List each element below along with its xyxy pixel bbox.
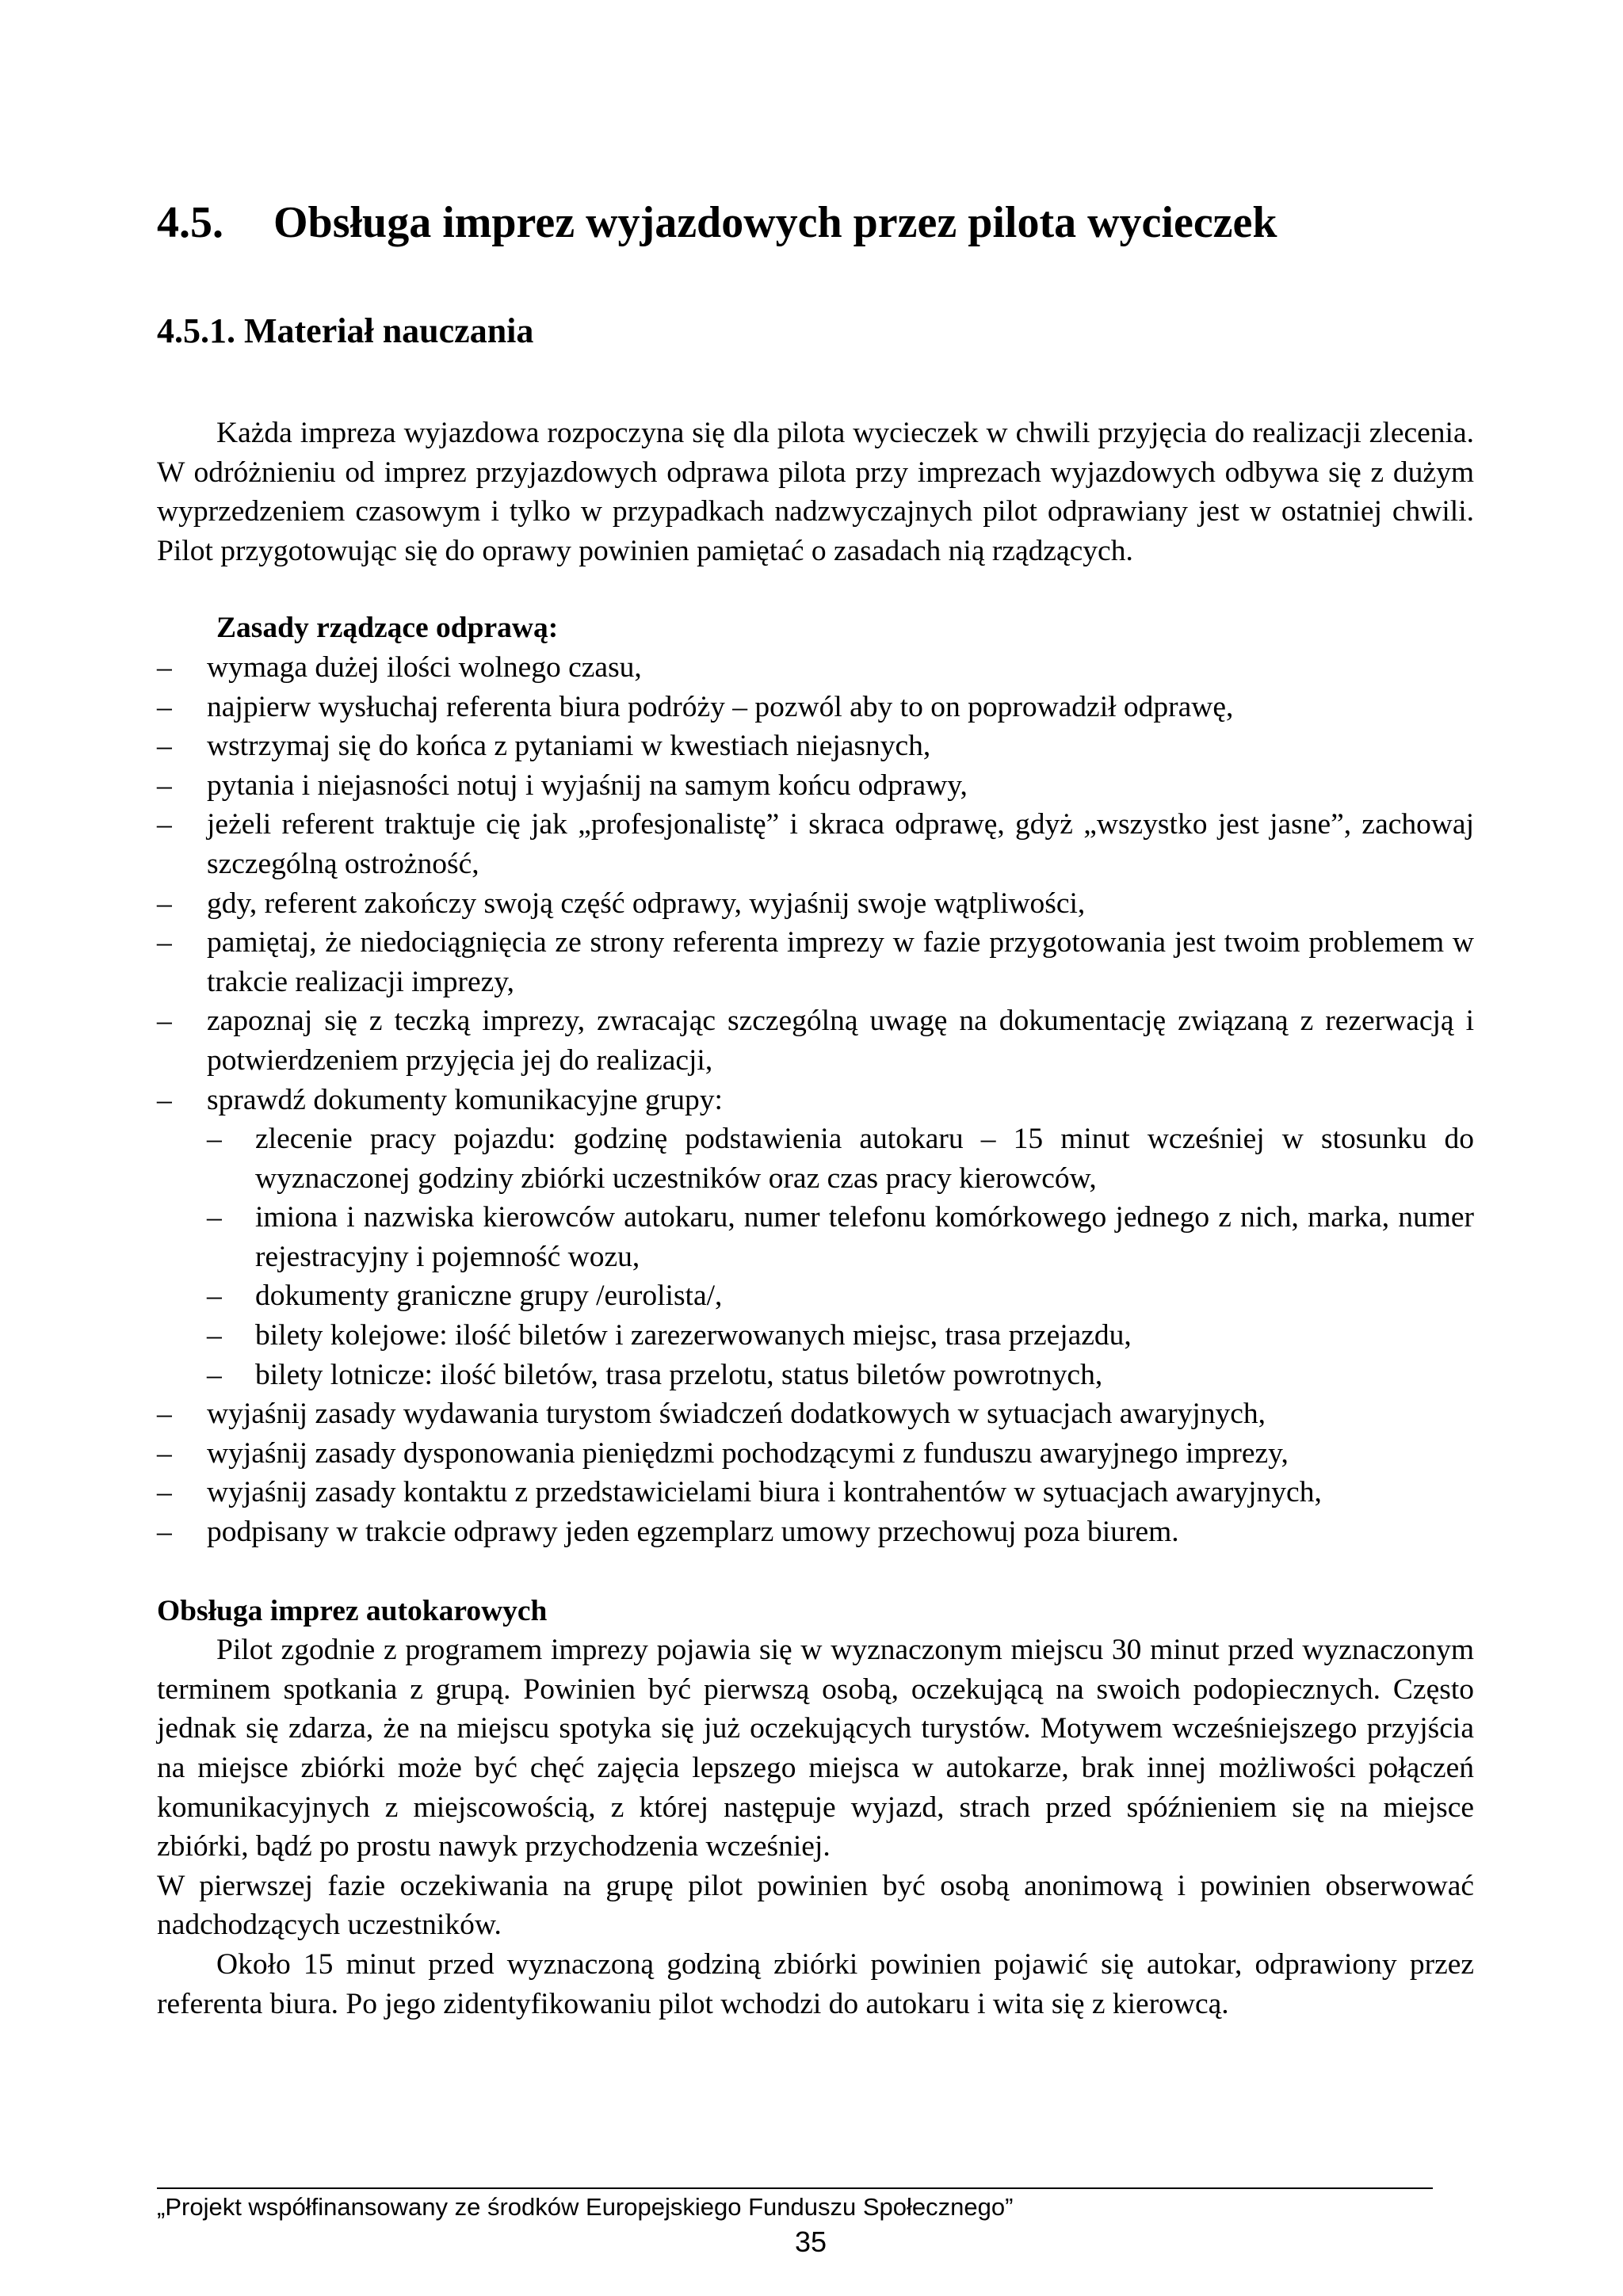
dash-bullet: –	[157, 1083, 172, 1116]
dash-bullet: –	[157, 887, 172, 920]
sublist-item	[207, 1198, 1474, 1276]
sublist-item-text: bilety lotnicze: ilość biletów, trasa przelotu, status biletów powrotnych,	[255, 1358, 1103, 1391]
dash-bullet: –	[157, 926, 172, 959]
rules-list-item	[157, 1473, 1474, 1512]
rules-item-text: pamiętaj, że niedociągnięcia ze strony referenta imprezy w fazie przygotowania jest twoim problemem w trakcie realizacji imprezy,	[207, 926, 1474, 998]
sublist-item-text: zlecenie pracy pojazdu: godzinę podstawienia autokaru – 15 minut wcześniej w stosunku do wyznaczonej godziny zbiórki uczestników oraz czas pracy kierowców,	[255, 1123, 1474, 1195]
rules-list	[157, 648, 1474, 1552]
coach-paragraph: W pierwszej fazie oczekiwania na grupę pilot powinien być osobą anonimową i powinien obserwować nadchodzących uczestników.	[157, 1869, 1474, 1942]
sublist-item-text: bilety kolejowe: ilość biletów i zarezerwowanych miejsc, trasa przejazdu,	[255, 1319, 1132, 1352]
intro-paragraph: Każda impreza wyjazdowa rozpoczyna się dla pilota wycieczek w chwili przyjęcia do realizacji zlecenia. W odróżnieniu od imprez przyjazdowych odprawa pilota przy imprezach wyjazdowych odbywa się z dużym wyprzedzeniem czasowym i tylko w przypadkach nadzwyczajnych pilot odprawiany jest w ostatniej chwili. Pilot przygotowując się do oprawy powinien pamiętać o zasadach nią rządzących.	[157, 417, 1474, 567]
coach-section-title: Obsługa imprez autokarowych	[157, 1594, 548, 1627]
rules-list-item	[157, 923, 1474, 1001]
rules-item-text: sprawdź dokumenty komunikacyjne grupy:	[207, 1083, 723, 1116]
dash-bullet: –	[157, 1436, 172, 1470]
rules-list-item	[157, 648, 1474, 688]
rules-item-text: wyjaśnij zasady wydawania turystom świadczeń dodatkowych w sytuacjach awaryjnych,	[207, 1398, 1266, 1431]
section-title: Obsługa imprez wyjazdowych przez pilota wycieczek	[273, 198, 1277, 247]
coach-paragraph: Około 15 minut przed wyznaczoną godziną zbiórki powinien pojawić się autokar, odprawiony przez referenta biura. Po jego zidentyfikowaniu pilot wchodzi do autokaru i wita się z kierowcą.	[157, 1947, 1474, 2020]
sublist-item	[207, 1356, 1474, 1395]
rules-item-text: gdy, referent zakończy swoją część odprawy, wyjaśnij swoje wątpliwości,	[207, 887, 1086, 920]
dash-bullet: –	[157, 808, 172, 841]
dash-bullet: –	[207, 1280, 222, 1313]
dash-bullet: –	[157, 769, 172, 802]
rules-item-text: jeżeli referent traktuje cię jak „profesjonalistę” i skraca odprawę, gdyż „wszystko jest jasne”, zachowaj szczególną ostrożność,	[207, 808, 1474, 880]
sublist-item-text: dokumenty graniczne grupy /eurolista/,	[255, 1280, 723, 1313]
rules-item-text: wymaga dużej ilości wolnego czasu,	[207, 650, 642, 684]
dash-bullet: –	[207, 1319, 222, 1352]
rules-item-text: wyjaśnij zasady kontaktu z przedstawicielami biura i kontrahentów w sytuacjach awaryjnych,	[207, 1476, 1322, 1509]
dash-bullet: –	[157, 1516, 172, 1549]
rules-list-item	[157, 1394, 1474, 1434]
section-number: 4.5.	[157, 198, 223, 247]
dash-bullet: –	[157, 730, 172, 763]
rules-title: Zasady rządzące odprawą:	[216, 612, 559, 645]
rules-list-item	[157, 727, 1474, 766]
dash-bullet: –	[157, 1398, 172, 1431]
rules-list-item	[157, 1001, 1474, 1080]
dash-bullet: –	[207, 1123, 222, 1156]
rules-item-text: wyjaśnij zasady dysponowania pieniędzmi pochodzącymi z funduszu awaryjnego imprezy,	[207, 1436, 1289, 1470]
subsection-heading: 4.5.1. Materiał nauczania	[157, 311, 534, 350]
page-number: 35	[794, 2225, 827, 2258]
coach-paragraph: Pilot zgodnie z programem imprezy pojawia się w wyznaczonym miejscu 30 minut przed wyznaczonym terminem spotkania z grupą. Powinien być pierwszą osobą, oczekującą na swoich podopiecznych. Często jednak się zdarza, że na miejscu spotyka się już oczekujących turystów. Motywem wcześniejszego przyjścia na miejsce zbiórki może być chęć zajęcia lepszego miejsca w autokarze, brak innej możliwości połączeń komunikacyjnych z miejscowością, z której następuje wyjazd, strach przed spóźnieniem się na miejsce zbiórki, bądź po prostu nawyk przychodzenia wcześniej.	[157, 1634, 1474, 1863]
dash-bullet: –	[207, 1358, 222, 1391]
rules-list-item	[157, 688, 1474, 727]
rules-list-item	[157, 766, 1474, 806]
rules-item-text: zapoznaj się z teczką imprezy, zwracając szczególną uwagę na dokumentację związaną z rezerwacją i potwierdzeniem przyjęcia jej do realizacji,	[207, 1005, 1474, 1077]
rules-list-item	[157, 1081, 1474, 1395]
documents-sublist	[207, 1119, 1474, 1394]
sublist-item	[207, 1119, 1474, 1198]
dash-bullet: –	[157, 1476, 172, 1509]
rules-list-item	[157, 1512, 1474, 1552]
document-body	[157, 414, 1474, 2023]
sublist-item	[207, 1276, 1474, 1316]
rules-item-text: najpierw wysłuchaj referenta biura podróży – pozwól aby to on poprowadził odprawę,	[207, 690, 1234, 723]
dash-bullet: –	[157, 690, 172, 723]
rules-item-text: pytania i niejasności notuj i wyjaśnij na samym końcu odprawy,	[207, 769, 968, 802]
sublist-item-text: imiona i nazwiska kierowców autokaru, numer telefonu komórkowego jednego z nich, marka, numer rejestracyjny i pojemność wozu,	[255, 1201, 1474, 1273]
footer-funding-note: „Projekt współfinansowany ze środków Europejskiego Funduszu Społecznego”	[157, 2193, 1014, 2221]
rules-list-item	[157, 884, 1474, 924]
rules-item-text: podpisany w trakcie odprawy jeden egzemplarz umowy przechowuj poza biurem.	[207, 1516, 1179, 1549]
section-heading	[157, 195, 1277, 250]
rules-list-item	[157, 1434, 1474, 1474]
rules-list-item	[157, 805, 1474, 883]
rules-item-text: wstrzymaj się do końca z pytaniami w kwestiach niejasnych,	[207, 730, 931, 763]
document-page	[157, 0, 1474, 2296]
footer-divider	[157, 2187, 1433, 2189]
sublist-item	[207, 1316, 1474, 1356]
dash-bullet: –	[157, 650, 172, 684]
dash-bullet: –	[207, 1201, 222, 1234]
dash-bullet: –	[157, 1005, 172, 1038]
